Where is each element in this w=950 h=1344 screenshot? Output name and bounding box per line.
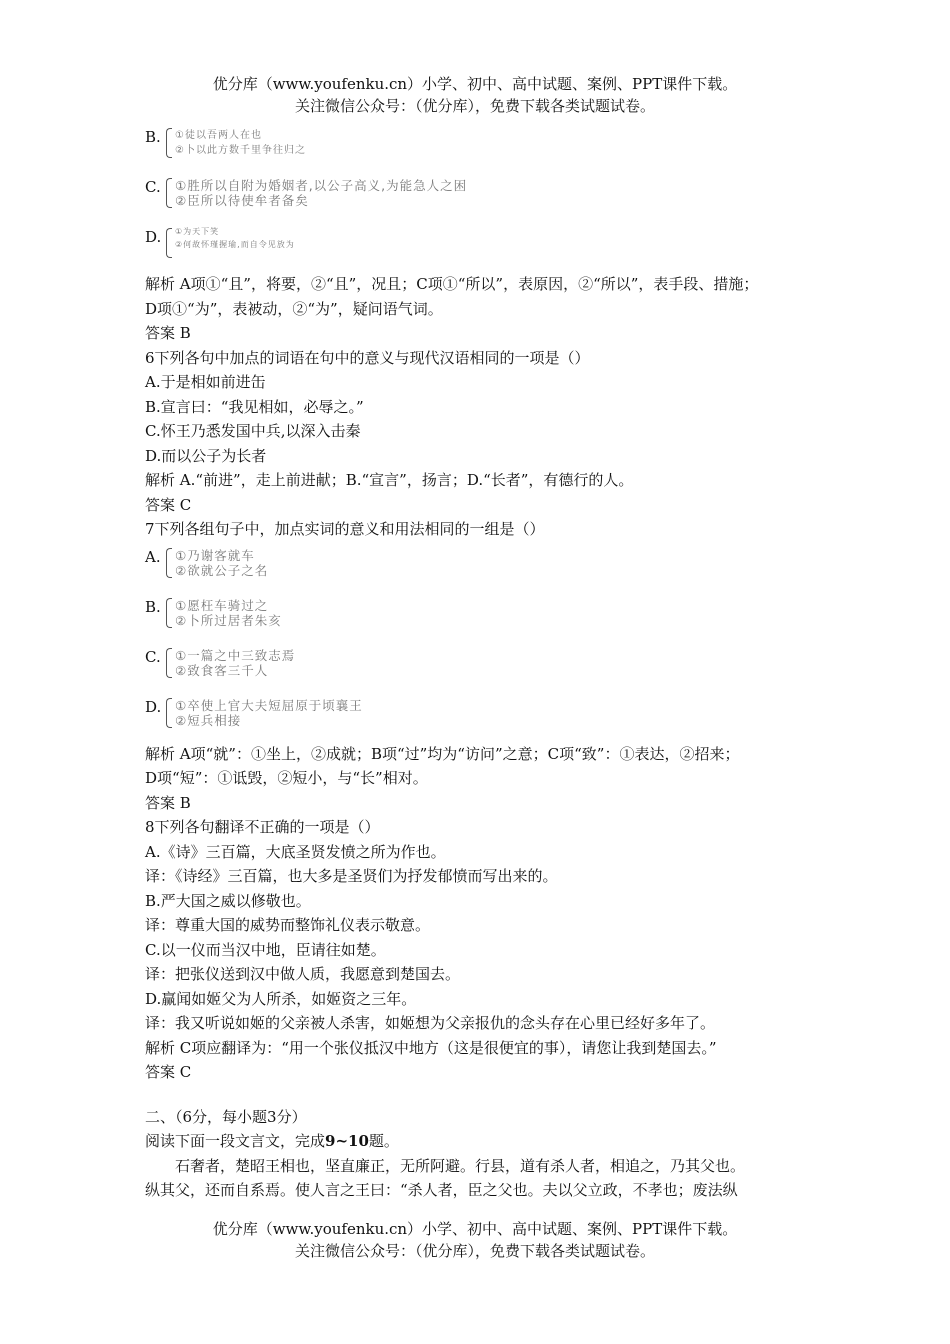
q5-option-d bbox=[145, 222, 825, 272]
q8-line: A.《诗》三百篇，大底圣贤发愤之所为作也。 bbox=[145, 842, 446, 861]
brace bbox=[166, 548, 172, 578]
option-label: B. bbox=[145, 597, 161, 616]
passage-line-2: 纵其父，还而自系焉。使人言之王曰：“杀人者，臣之父也。夫以父立政，不孝也；废法纵 bbox=[145, 1181, 738, 1199]
option-label: C. bbox=[145, 178, 161, 196]
brace bbox=[166, 128, 172, 158]
intro-question-range: 9~10 bbox=[325, 1132, 369, 1150]
option-line-2: ②欲就公子之名 bbox=[175, 562, 269, 578]
intro-suffix: 题。 bbox=[368, 1132, 399, 1150]
option-label: B. bbox=[145, 128, 161, 146]
option-line-2: ②致食客三千人 bbox=[175, 662, 269, 678]
option-line-1: ①胜所以自附为婚姻者,以公子高义,为能急人之困 bbox=[175, 178, 468, 193]
option-line-1: ①卒使上官大夫短屈原于顷襄王 bbox=[175, 697, 363, 713]
option-line-1: ①徒以吾两人在也 bbox=[175, 130, 262, 141]
section2-title: 二、（6分，每小题3分） bbox=[145, 1107, 307, 1126]
q7-option-a bbox=[145, 542, 825, 592]
option-label: C. bbox=[145, 647, 161, 666]
option-label: D. bbox=[145, 697, 162, 716]
q7-answer: 答案 B bbox=[145, 793, 191, 812]
q5-option-b bbox=[145, 122, 825, 172]
brace bbox=[166, 648, 172, 678]
q6-option-a: A.于是相如前进缶 bbox=[145, 373, 266, 391]
option-line-1: ①一篇之中三致志焉 bbox=[175, 647, 296, 663]
q7-analysis-line-1: 解析 A项“就”：①坐上，②成就；B项“过”均为“访问”之意；C项“致”：①表达，②招来； bbox=[145, 744, 740, 763]
brace bbox=[166, 698, 172, 728]
option-line-2: ②短兵相接 bbox=[175, 712, 242, 728]
q8-line: 译：尊重大国的威势而整饰礼仪表示敬意。 bbox=[145, 916, 431, 934]
q6-answer: 答案 C bbox=[145, 495, 192, 514]
header-line-2: 关注微信公众号：（优分库），免费下载各类试题试卷。 bbox=[294, 97, 655, 115]
q8-analysis: 解析 C项应翻译为：“用一个张仪抵汉中地方（这是很便宜的事），请您让我到楚国去。” bbox=[145, 1038, 717, 1057]
q8-line: D.赢闻如姬父为人所杀，如姬资之三年。 bbox=[145, 989, 417, 1008]
q5-answer: 答案 B bbox=[145, 324, 191, 342]
q7-option-d bbox=[145, 692, 825, 742]
option-line-2: ②卜所过居者朱亥 bbox=[175, 612, 282, 628]
q5-option-c bbox=[145, 172, 825, 222]
footer-line-2: 关注微信公众号：（优分库），免费下载各类试题试卷。 bbox=[294, 1242, 655, 1260]
header-line-1: 优分库（www.youfenku.cn）小学、初中、高中试题、案例、PPT课件下载。 bbox=[212, 75, 738, 93]
option-line-2: ②何故怀瑾握瑜,而自令见放为 bbox=[175, 240, 295, 249]
page-header-top bbox=[0, 73, 950, 117]
q8-line: 译：把张仪送到汉中做人质，我愿意到楚国去。 bbox=[145, 965, 461, 983]
q8-question: 8下列各句翻译不正确的一项是（） bbox=[145, 818, 380, 836]
q8-answer: 答案 C bbox=[145, 1063, 192, 1081]
option-label: D. bbox=[145, 228, 162, 246]
passage-line-1: 石奢者，楚昭王相也，坚直廉正，无所阿避。行县，道有杀人者，相追之，乃其父也。 bbox=[175, 1156, 746, 1175]
intro-prefix: 阅读下面一段文言文，完成 bbox=[145, 1132, 326, 1150]
option-line-1: ①愿枉车骑过之 bbox=[175, 597, 269, 613]
q6-option-c: C.怀王乃悉发国中兵,以深入击秦 bbox=[145, 422, 361, 440]
page-footer bbox=[0, 1218, 950, 1262]
brace bbox=[166, 598, 172, 628]
option-label: A. bbox=[145, 547, 161, 566]
q5-analysis-line-2: D项①“为”，表被动，②“为”，疑问语气词。 bbox=[145, 299, 443, 318]
section2-intro bbox=[145, 1129, 825, 1154]
q7-analysis-line-2: D项“短”：①诋毁，②短小，与“长”相对。 bbox=[145, 769, 428, 787]
q6-analysis: 解析 A.“前进”，走上前进献；B.“宣言”，扬言；D.“长者”，有德行的人。 bbox=[145, 471, 634, 489]
q6-option-b: B.宣言曰：“我见相如，必辱之。” bbox=[145, 397, 364, 416]
footer-line-1: 优分库（www.youfenku.cn）小学、初中、高中试题、案例、PPT课件下载。 bbox=[212, 1220, 738, 1238]
q7-option-b bbox=[145, 592, 825, 642]
q8-line: 译：我又听说如姬的父亲被人杀害，如姬想为父亲报仇的念头存在心里已经好多年了。 bbox=[145, 1014, 716, 1032]
q8-line: C.以一仪而当汉中地，臣请往如楚。 bbox=[145, 940, 386, 959]
option-line-1: ①为天下笑 bbox=[175, 227, 220, 236]
q6-option-d: D.而以公子为长者 bbox=[145, 446, 267, 465]
brace bbox=[166, 178, 172, 208]
option-line-2: ②臣所以待使牟者备矣 bbox=[175, 193, 309, 208]
q8-line: B.严大国之威以修敬也。 bbox=[145, 891, 311, 910]
q8-line: 译：《诗经》三百篇，也大多是圣贤们为抒发郁愤而写出来的。 bbox=[145, 867, 558, 885]
option-line-2: ②卜以此方数千里争往归之 bbox=[175, 145, 306, 156]
q7-question: 7下列各组句子中，加点实词的意义和用法相同的一组是（） bbox=[145, 520, 545, 538]
q7-option-c bbox=[145, 642, 825, 692]
brace bbox=[166, 228, 172, 258]
option-line-1: ①乃谢客就车 bbox=[175, 547, 255, 563]
q6-question: 6下列各句中加点的词语在句中的意义与现代汉语相同的一项是（） bbox=[145, 348, 590, 367]
document-body bbox=[145, 122, 825, 1203]
q5-analysis-line-1: 解析 A项①“且”，将要，②“且”，况且；C项①“所以”，表原因，②“所以”，表手段、措施； bbox=[145, 275, 759, 293]
